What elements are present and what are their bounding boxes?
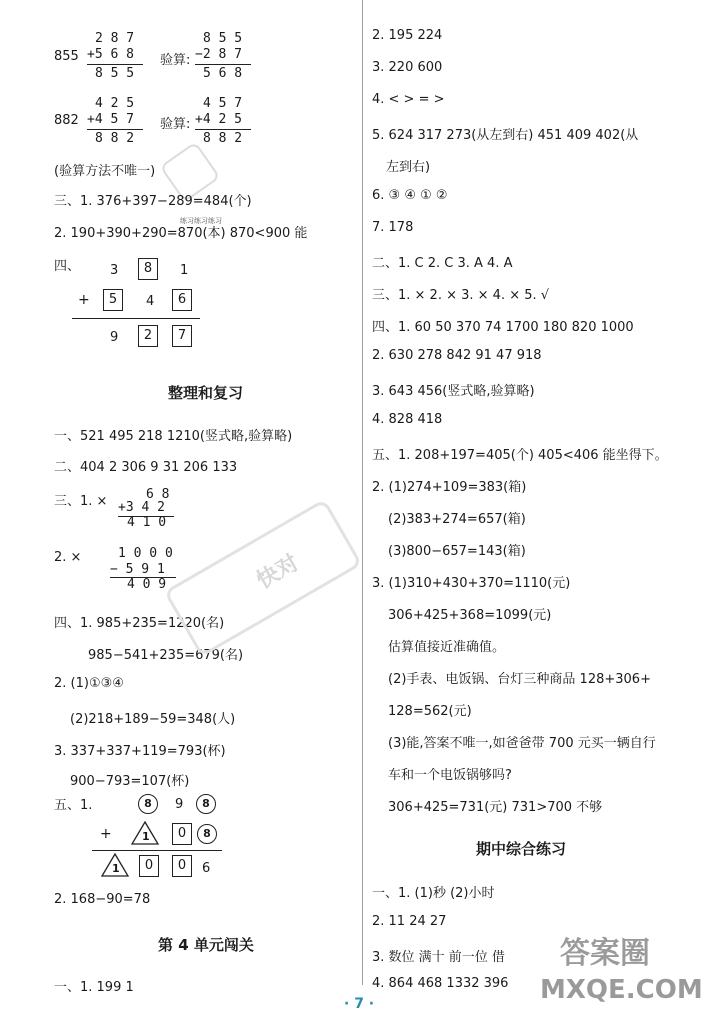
check-result: 5 6 8 <box>203 66 243 81</box>
answer-r1: 一、521 495 218 1210(竖式略,验算略) <box>54 429 293 444</box>
digit: 4 <box>146 294 155 309</box>
answer-line: 5. 624 317 273(从左到右) 451 409 402(从 <box>372 128 639 143</box>
circle-digit: 8 <box>196 794 216 814</box>
calc-result: 4 0 9 <box>127 577 167 592</box>
answer-line: 4. 828 418 <box>372 412 443 427</box>
digit: 3 <box>110 263 119 278</box>
answer-box: 6 <box>172 289 192 311</box>
answer-line: 三、1. × 2. × 3. × 4. × 5. √ <box>372 288 550 303</box>
answer-line: 4. < > = > <box>372 92 445 107</box>
plus-sign: + <box>100 826 112 842</box>
answer-line: 估算值接近准确值。 <box>388 640 506 655</box>
answer-box: 2 <box>138 325 158 347</box>
answer-box: 0 <box>172 855 192 877</box>
calc-addend-bottom: +5 6 8 <box>87 47 134 62</box>
answer-line: 4. 864 468 1332 396 <box>372 976 509 991</box>
answer-line: 306+425+368=1099(元) <box>388 608 552 623</box>
digit: 9 <box>110 330 119 345</box>
column-divider <box>362 0 363 985</box>
answer-line: (2)手表、电饭锅、台灯三种商品 128+306+ <box>388 672 651 687</box>
check-line <box>195 64 251 65</box>
answer-line: 2. 630 278 842 91 47 918 <box>372 348 542 363</box>
calc-addend-bottom: +4 5 7 <box>87 112 134 127</box>
answer-line: (3)能,答案不唯一,如爸爸带 700 元买一辆自行 <box>388 736 656 751</box>
answer-line: 3. (1)310+430+370=1110(元) <box>372 576 571 591</box>
answer-line: 306+425=731(元) 731>700 不够 <box>388 800 603 815</box>
calc-middle: +3 4 2 <box>118 500 165 515</box>
calc-label-882: 882 <box>54 113 79 128</box>
answer-s3-2: 2. 190+390+290=870(本) 870<900 能 <box>54 226 308 241</box>
answer-box: 5 <box>103 289 123 311</box>
calc-addend-top: 4 2 5 <box>95 96 135 111</box>
answer-box: 0 <box>139 855 159 877</box>
answer-line: 7. 178 <box>372 220 414 235</box>
section-title-review: 整理和复习 <box>168 384 244 402</box>
answer-line: 2. 195 224 <box>372 28 443 43</box>
sum-line <box>72 318 200 319</box>
check-label: 验算: <box>160 117 191 132</box>
answer-line: 二、1. C 2. C 3. A 4. A <box>372 256 513 271</box>
answer-line: 2. (1)274+109=383(箱) <box>372 480 527 495</box>
answer-r4-2: 2. (1)①③④ <box>54 676 124 691</box>
calc-line <box>87 129 143 130</box>
answer-u1: 一、1. 199 1 <box>54 980 134 995</box>
answer-line: 3. 220 600 <box>372 60 443 75</box>
answer-r4-3b: 900−793=107(杯) <box>70 774 190 789</box>
answer-r4-1b: 985−541+235=679(名) <box>88 648 244 663</box>
stamp-small-text: 练习练习练习 <box>180 217 222 225</box>
section-4-label: 四、 <box>54 259 81 274</box>
calc-addend-top: 2 8 7 <box>95 31 135 46</box>
digit: 9 <box>175 797 184 812</box>
section-5-label: 五、1. <box>54 798 93 813</box>
sum-line <box>92 850 222 851</box>
digit: 6 <box>202 861 211 876</box>
answer-line: 3. 数位 满十 前一位 借 <box>372 950 505 965</box>
check-result: 8 8 2 <box>203 131 243 146</box>
check-label: 验算: <box>160 53 191 68</box>
calc-line <box>87 64 143 65</box>
watermark-site: MXQE.COM <box>540 975 703 1005</box>
answer-r3-2-label: 2. × <box>54 550 82 565</box>
answer-line: (2)383+274=657(箱) <box>388 512 526 527</box>
digit: 1 <box>180 263 189 278</box>
triangle-digit: 1 <box>112 862 120 875</box>
answer-line: 车和一个电饭锅够吗? <box>388 768 512 783</box>
answer-r3-label: 三、1. × <box>54 494 108 509</box>
plus-sign: + <box>78 292 90 308</box>
calc-top: 1 0 0 0 <box>118 546 173 561</box>
page-number: · 7 · <box>344 996 375 1012</box>
answer-r2: 二、404 2 306 9 31 206 133 <box>54 460 238 475</box>
watermark-stamp-text: 快对 <box>252 550 304 595</box>
circle-digit: 8 <box>197 824 217 844</box>
answer-line: 128=562(元) <box>388 704 472 719</box>
answer-line: 2. 11 24 27 <box>372 914 447 929</box>
calc-result: 8 8 2 <box>95 131 135 146</box>
check-top: 4 5 7 <box>203 96 243 111</box>
circle-digit: 8 <box>138 794 158 814</box>
answer-box: 7 <box>172 325 192 347</box>
calc-result: 4 1 0 <box>127 515 167 530</box>
calc-top: 6 8 <box>146 487 170 502</box>
answer-box: 8 <box>138 258 158 280</box>
watermark-brand: 答案圈 <box>560 936 650 971</box>
answer-line: (3)800−657=143(箱) <box>388 544 526 559</box>
answer-r4-3: 3. 337+337+119=793(杯) <box>54 744 226 759</box>
check-middle: +4 2 5 <box>195 112 242 127</box>
answer-line: 五、1. 208+197=405(个) 405<406 能坐得下。 <box>372 448 668 463</box>
answer-s3-1: 三、1. 376+397−289=484(个) <box>54 194 252 209</box>
answer-line: 3. 643 456(竖式略,验算略) <box>372 384 535 399</box>
check-middle: −2 8 7 <box>195 47 242 62</box>
check-line <box>195 129 251 130</box>
answer-line: 左到右) <box>386 160 431 175</box>
answer-line: 四、1. 60 50 370 74 1700 180 820 1000 <box>372 320 634 335</box>
note: (验算方法不唯一) <box>54 164 156 179</box>
calc-middle: − 5 9 1 <box>110 562 165 577</box>
answer-line: 一、1. (1)秒 (2)小时 <box>372 886 495 901</box>
answer-r5-2: 2. 168−90=78 <box>54 892 151 907</box>
calc-label-855: 855 <box>54 49 79 64</box>
triangle-digit: 1 <box>142 830 150 843</box>
section-title-unit4: 第 4 单元闯关 <box>158 936 254 954</box>
answer-line: 6. ③ ④ ① ② <box>372 188 448 203</box>
answer-r4-2b: (2)218+189−59=348(人) <box>70 712 236 727</box>
section-title-midterm: 期中综合练习 <box>476 840 567 858</box>
calc-result: 8 5 5 <box>95 66 135 81</box>
answer-box: 0 <box>172 823 192 845</box>
answer-r4-1: 四、1. 985+235=1220(名) <box>54 616 225 631</box>
check-top: 8 5 5 <box>203 31 243 46</box>
